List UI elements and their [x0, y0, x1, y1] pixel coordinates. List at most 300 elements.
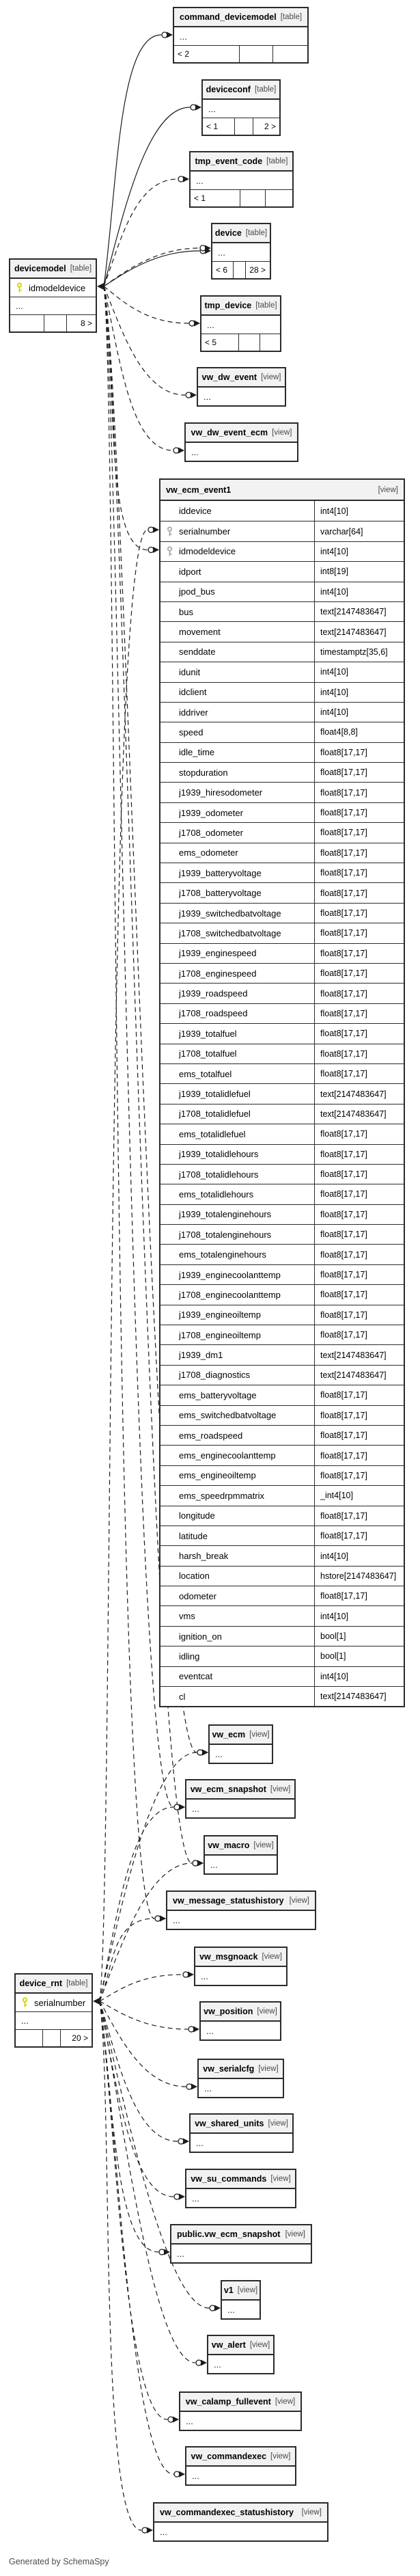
- edge-arrowhead-icon: [179, 2471, 185, 2478]
- column-type: text[2147483647]: [314, 1687, 404, 1706]
- hidden-columns-ellipsis: ...: [210, 1745, 272, 1763]
- edge-circle-terminator: [200, 245, 206, 251]
- column-row-ems_totalidlehours: [160, 1184, 404, 1204]
- column-type: float8[17,17]: [314, 803, 404, 822]
- entity-tag: [view]: [262, 1953, 282, 1961]
- entity-header-vw_su_commands[interactable]: [186, 2170, 295, 2189]
- entity-name: tmp_device: [204, 301, 252, 310]
- column-name: j1939_engineoiltemp: [179, 1310, 261, 1320]
- column-type: text[2147483647]: [314, 1104, 404, 1124]
- entity-name: device_rnt: [19, 1979, 63, 1988]
- edge-arrowhead-icon: [202, 1750, 208, 1756]
- entity-tag: [view]: [253, 1841, 274, 1849]
- column-name: j1708_enginespeed: [179, 968, 257, 979]
- column-row-ems_batteryvoltage: [160, 1385, 404, 1405]
- column-row-j1939_engineoiltemp: [160, 1305, 404, 1325]
- column-type: hstore[2147483647]: [314, 1567, 404, 1586]
- edge-arrowhead-icon: [153, 547, 159, 553]
- entity-name: vw_commandexec: [191, 2452, 267, 2461]
- entity-header-vw_ecm_snapshot[interactable]: [186, 1780, 294, 1800]
- column-name: ems_enginecoolanttemp: [179, 1450, 276, 1461]
- entity-header-vw_serialcfg[interactable]: [199, 2060, 283, 2079]
- entity-tag: [view]: [275, 2398, 296, 2406]
- edge-circle-terminator: [148, 547, 154, 553]
- entity-header-vw_ecm_event1[interactable]: [160, 480, 404, 501]
- column-row-speed: [160, 722, 404, 742]
- column-row-vms: [160, 1605, 404, 1625]
- hidden-columns-ellipsis: ...: [212, 243, 270, 261]
- column-row-ems_totalenginehours: [160, 1244, 404, 1264]
- column-name: ems_engineoiltemp: [179, 1470, 256, 1481]
- relationship-count-cell: [234, 118, 253, 135]
- entity-header-vw_shared_units[interactable]: [191, 2115, 292, 2134]
- column-name: ems_totalidlefuel: [179, 1128, 246, 1139]
- edge-arrowhead-icon: [167, 32, 173, 38]
- entity-tag: [view]: [378, 485, 398, 494]
- edge-arrowhead-icon: [191, 2084, 197, 2090]
- relationship-count-cell: 8 >: [66, 315, 96, 331]
- relationship-count-cell: < 1: [206, 122, 219, 131]
- edge-arrowhead-icon: [183, 2139, 189, 2145]
- relationship-edge-devicemodel-to-tmp_event_code: [104, 179, 178, 286]
- hidden-columns-ellipsis: ...: [171, 2245, 311, 2262]
- entity-header-vw_message_statushistory[interactable]: [167, 1892, 315, 1911]
- column-row-longitude: [160, 1506, 404, 1526]
- hidden-columns-ellipsis: ...: [191, 2134, 292, 2152]
- edge-circle-terminator: [186, 392, 191, 398]
- column-row-iddriver: [160, 702, 404, 722]
- entity-tag: [view]: [237, 2286, 258, 2294]
- relationship-counts-row: [174, 45, 307, 62]
- column-type: float8[17,17]: [314, 904, 404, 923]
- entity-tag: [view]: [258, 2065, 279, 2073]
- entity-tag: [view]: [301, 2508, 322, 2517]
- edge-circle-terminator: [174, 2194, 180, 2199]
- column-name: ignition_on: [179, 1631, 222, 1642]
- column-name: eventcat: [179, 1671, 213, 1682]
- column-type: float8[17,17]: [314, 1124, 404, 1143]
- column-type: float8[17,17]: [314, 964, 404, 983]
- edge-circle-terminator: [174, 2471, 180, 2477]
- hidden-columns-ellipsis: ...: [186, 2467, 295, 2484]
- column-row-j1708_enginecoolanttemp: [160, 1284, 404, 1304]
- column-type: int4[10]: [314, 703, 404, 722]
- hidden-columns-ellipsis: ...: [208, 2355, 273, 2373]
- entity-name: vw_msgnoack: [199, 1952, 258, 1962]
- hidden-columns-ellipsis: ...: [180, 2412, 300, 2430]
- column-type: bool[1]: [314, 1627, 404, 1646]
- column-name: j1939_totalidlefuel: [179, 1089, 251, 1100]
- entity-header-devicemodel[interactable]: [10, 260, 96, 279]
- entity-vw_commandexec_statushistory: [153, 2502, 328, 2542]
- entity-vw_dw_event_ecm: [184, 422, 298, 462]
- column-row-idport: [160, 561, 404, 581]
- column-row-j1708_switchedbatvoltage: [160, 923, 404, 943]
- relationship-count-cell: [10, 315, 44, 331]
- entity-tag: [table]: [66, 1979, 88, 1988]
- relationship-counts-row: [212, 261, 270, 278]
- entity-name: devicemodel: [14, 264, 66, 273]
- column-type: float8[17,17]: [314, 1446, 404, 1465]
- relationship-edge-device_rnt-to-vw_msgnoack: [100, 1975, 182, 2001]
- relationship-count-cell: < 1: [194, 193, 206, 203]
- entity-name: deviceconf: [206, 85, 251, 94]
- relationship-count-cell: < 6: [216, 265, 228, 275]
- entity-vw_ecm: [208, 1724, 273, 1764]
- relationship-edge-devicemodel-to-command_devicemodel: [104, 35, 161, 286]
- column-row-j1939_totalfuel: [160, 1023, 404, 1043]
- column-type: int4[10]: [314, 1667, 404, 1686]
- column-name: idunit: [179, 666, 201, 677]
- column-name: bus: [179, 606, 193, 617]
- column-type: int4[10]: [314, 662, 404, 681]
- column-type: text[2147483647]: [314, 1366, 404, 1385]
- column-row-stopduration: [160, 762, 404, 782]
- column-type: text[2147483647]: [314, 1084, 404, 1103]
- column-type: float8[17,17]: [314, 1506, 404, 1526]
- column-type: _int4[10]: [314, 1486, 404, 1505]
- column-row-j1939_batteryvoltage: [160, 863, 404, 882]
- column-type: float8[17,17]: [314, 1586, 404, 1605]
- column-type: float8[17,17]: [314, 1245, 404, 1264]
- hidden-columns-ellipsis: ...: [154, 2523, 327, 2540]
- entity-header-vw_position[interactable]: [201, 2003, 280, 2022]
- relationship-count-cell: [233, 262, 245, 278]
- entity-vw_serialcfg: [197, 2059, 284, 2098]
- entity-header-command_devicemodel[interactable]: [174, 8, 307, 27]
- column-name: j1939_totalenginehours: [179, 1209, 272, 1220]
- entity-tag: [table]: [245, 229, 268, 237]
- edge-arrowhead-icon: [178, 448, 184, 454]
- primary-key-icon: [16, 283, 23, 293]
- edge-circle-terminator: [168, 2417, 173, 2422]
- entity-devicemodel: [9, 258, 97, 333]
- edge-arrowhead-icon: [197, 1860, 204, 1867]
- entity-vw_msgnoack: [194, 1947, 288, 1986]
- column-type: float8[17,17]: [314, 1406, 404, 1425]
- column-row-idmodeldevice: [160, 541, 404, 561]
- column-name: j1939_odometer: [179, 807, 243, 818]
- column-type: float8[17,17]: [314, 1385, 404, 1405]
- edge-circle-terminator: [186, 2084, 192, 2089]
- column-name: j1708_totalenginehours: [179, 1229, 272, 1240]
- column-name: j1939_dm1: [179, 1350, 223, 1361]
- column-name: harsh_break: [179, 1551, 229, 1561]
- column-row-iddevice: [160, 501, 404, 521]
- column-name: serialnumber: [179, 526, 231, 537]
- column-name: j1939_roadspeed: [179, 988, 248, 999]
- column-row-j1939_totalenginehours: [160, 1204, 404, 1224]
- entity-name: v1: [223, 2286, 234, 2295]
- column-type: text[2147483647]: [314, 1345, 404, 1364]
- relationship-edge-device_rnt-to-vw_ecm_event1: [100, 530, 148, 2001]
- entity-tmp_event_code: [189, 151, 294, 208]
- column-row-senddate: [160, 642, 404, 662]
- column-name: senddate: [179, 647, 216, 657]
- entity-name: vw_shared_units: [195, 2119, 264, 2128]
- column-name: idle_time: [179, 747, 215, 758]
- entity-tag: [view]: [257, 2007, 277, 2016]
- entity-header-vw_macro[interactable]: [205, 1836, 277, 1856]
- column-type: float8[17,17]: [314, 1044, 404, 1063]
- relationship-edge-devicemodel-to-vw_dw_event: [104, 286, 185, 395]
- edge-arrowhead-icon: [195, 105, 201, 111]
- edge-circle-terminator: [189, 321, 195, 326]
- entity-name: vw_calamp_fullevent: [185, 2397, 271, 2406]
- edge-arrowhead-icon: [173, 2417, 179, 2423]
- entity-vw_macro: [204, 1835, 278, 1875]
- relationship-count-cell: [272, 46, 307, 62]
- column-name: ems_speedrpmmatrix: [179, 1490, 264, 1501]
- hidden-columns-ellipsis: ...: [201, 316, 280, 334]
- column-name: iddevice: [179, 506, 212, 517]
- column-type: float8[17,17]: [314, 1064, 404, 1083]
- relationship-edge-device_rnt-to-vw_commandexec: [100, 2001, 173, 2474]
- column-name: j1708_roadspeed: [179, 1008, 248, 1019]
- relationship-count-cell: [238, 334, 260, 351]
- edge-arrowhead-icon: [183, 176, 189, 182]
- column-name: latitude: [179, 1530, 208, 1541]
- relationship-count-cell: [44, 315, 67, 331]
- entity-name: vw_ecm_snapshot: [190, 1785, 266, 1794]
- entity-tag: [table]: [280, 13, 303, 21]
- column-name: jpod_bus: [179, 586, 215, 597]
- entity-name: vw_message_statushistory: [173, 1896, 284, 1906]
- entity-tag: [view]: [270, 1785, 291, 1793]
- column-type: float8[17,17]: [314, 843, 404, 863]
- entity-vw_calamp_fullevent: [179, 2391, 302, 2431]
- column-row-j1708_totalfuel: [160, 1044, 404, 1063]
- entity-tag: [table]: [70, 265, 92, 273]
- column-name: longitude: [179, 1510, 215, 1521]
- column-name: j1939_switchedbatvoltage: [179, 908, 281, 919]
- relationship-counts-row: [203, 118, 279, 135]
- column-row-eventcat: [160, 1666, 404, 1686]
- column-name: j1708_totalidlehours: [179, 1169, 259, 1180]
- column-name: idmodeldevice: [179, 546, 236, 557]
- column-row-ems_totalfuel: [160, 1063, 404, 1083]
- column-row-ems_speedrpmmatrix: [160, 1485, 404, 1505]
- column-name: ems_totalidlehours: [179, 1189, 254, 1199]
- column-row-j1708_batteryvoltage: [160, 882, 404, 902]
- hidden-columns-ellipsis: ...: [167, 1911, 315, 1929]
- relationship-count-cell: [16, 2030, 42, 2046]
- hidden-columns-ellipsis: ...: [16, 2011, 92, 2029]
- edge-circle-terminator: [162, 32, 167, 38]
- column-name: ems_odometer: [179, 848, 238, 858]
- relationship-count-cell: [239, 46, 272, 62]
- column-name: serialnumber: [34, 1997, 86, 2008]
- entity-header-vw_ecm[interactable]: [210, 1726, 272, 1745]
- entity-vw_ecm_snapshot: [185, 1779, 296, 1819]
- edge-arrowhead-icon: [188, 1972, 194, 1978]
- column-type: varchar[64]: [314, 521, 404, 541]
- entity-tag: [view]: [272, 429, 292, 437]
- entity-vw_alert: [207, 2335, 275, 2374]
- column-name: idport: [179, 566, 201, 577]
- hidden-columns-ellipsis: ...: [174, 27, 307, 45]
- column-row-j1939_hiresodometer: [160, 782, 404, 802]
- column-row-j1708_totalenginehours: [160, 1224, 404, 1244]
- relationship-count-cell: 20 >: [60, 2030, 92, 2046]
- entity-tag: [view]: [289, 1897, 309, 1905]
- entity-header-vw_alert[interactable]: [208, 2336, 273, 2355]
- column-row-harsh_break: [160, 1545, 404, 1565]
- column-type: float8[17,17]: [314, 984, 404, 1003]
- column-name: speed: [179, 727, 204, 737]
- edge-arrowhead-icon: [201, 2360, 207, 2366]
- hidden-columns-ellipsis: ...: [198, 388, 285, 405]
- column-row-j1708_totalidlehours: [160, 1164, 404, 1184]
- entity-header-vw_dw_event_ecm[interactable]: [186, 424, 297, 443]
- column-name: j1708_engineoiltemp: [179, 1329, 261, 1340]
- column-type: float8[17,17]: [314, 1205, 404, 1224]
- column-row-ems_enginecoolanttemp: [160, 1445, 404, 1465]
- column-type: float8[17,17]: [314, 1265, 404, 1284]
- column-type: float8[17,17]: [314, 1466, 404, 1485]
- edge-circle-terminator: [155, 1916, 160, 1921]
- edge-circle-terminator: [173, 448, 179, 453]
- column-name: j1708_totalfuel: [179, 1048, 237, 1059]
- entity-tag: [table]: [266, 157, 288, 165]
- column-row-jpod_bus: [160, 582, 404, 601]
- column-type: int4[10]: [314, 1546, 404, 1565]
- hidden-columns-ellipsis: ...: [205, 1856, 277, 1873]
- relationship-count-cell: [265, 190, 292, 206]
- column-type: text[2147483647]: [314, 622, 404, 641]
- column-type: int8[19]: [314, 562, 404, 581]
- relationship-counts-row: [16, 2029, 92, 2046]
- edge-circle-terminator: [183, 1972, 188, 1977]
- column-name: movement: [179, 627, 221, 638]
- relationship-count-cell: 2 >: [253, 118, 279, 135]
- column-type: float8[17,17]: [314, 783, 404, 802]
- entity-tag: [view]: [285, 2230, 305, 2238]
- entity-name: vw_dw_event: [201, 372, 257, 382]
- edge-source-arrowhead-icon: [97, 283, 104, 290]
- column-row-j1708_totalidlefuel: [160, 1104, 404, 1124]
- hidden-columns-ellipsis: ...: [191, 172, 292, 189]
- relationship-edge-device_rnt-to-vw_alert: [100, 2001, 195, 2363]
- column-row-j1939_roadspeed: [160, 983, 404, 1003]
- relationship-count-cell: [260, 334, 280, 351]
- column-row-j1939_enginecoolanttemp: [160, 1264, 404, 1284]
- column-type: float8[17,17]: [314, 944, 404, 963]
- entity-name: vw_position: [204, 2007, 253, 2016]
- edge-circle-terminator: [178, 176, 184, 182]
- column-type: float8[17,17]: [314, 1526, 404, 1545]
- entity-header-tmp_event_code[interactable]: [191, 152, 292, 172]
- entity-header-vw_commandexec_statushistory[interactable]: [154, 2504, 327, 2523]
- entity-vw_shared_units: [189, 2113, 294, 2153]
- relationship-edge-device_rnt-to-public.vw_ecm_snapshot: [100, 2001, 158, 2252]
- relationship-count-cell: 28 >: [245, 262, 269, 278]
- column-row-odometer: [160, 1586, 404, 1605]
- hidden-columns-ellipsis: ...: [186, 1800, 294, 1817]
- column-row-movement: [160, 621, 404, 641]
- relationship-count-cell: < 2: [178, 49, 190, 59]
- column-row-j1708_odometer: [160, 822, 404, 842]
- column-type: timestamptz[35,6]: [314, 642, 404, 662]
- relationship-edge-device_rnt-to-vw_ecm_snapshot: [100, 1807, 173, 2001]
- edge-arrowhead-icon: [153, 527, 159, 533]
- edge-circle-terminator: [210, 2305, 215, 2311]
- entity-header-device_rnt[interactable]: [16, 1975, 92, 1994]
- column-type: float4[8,8]: [314, 722, 404, 742]
- column-row-location: [160, 1566, 404, 1586]
- column-name: j1939_enginecoolanttemp: [179, 1269, 281, 1280]
- entity-header-vw_calamp_fullevent[interactable]: [180, 2393, 300, 2412]
- column-name: ems_batteryvoltage: [179, 1389, 257, 1400]
- edge-circle-terminator: [148, 527, 154, 532]
- entity-header-tmp_device[interactable]: [201, 297, 280, 316]
- column-row-j1939_enginespeed: [160, 943, 404, 963]
- entity-header-v1[interactable]: [222, 2281, 260, 2301]
- relationship-count-cell: [42, 2030, 61, 2046]
- entity-public.vw_ecm_snapshot: [170, 2224, 312, 2264]
- column-row-idmodeldevice: [10, 279, 96, 297]
- edge-arrowhead-icon: [160, 1916, 166, 1922]
- column-name: idclient: [179, 687, 207, 698]
- relationship-count-cell: < 5: [205, 338, 217, 347]
- entity-name: vw_commandexec_statushistory: [160, 2508, 294, 2517]
- column-name: stopduration: [179, 767, 228, 778]
- entity-name: tmp_event_code: [195, 157, 263, 166]
- column-name: j1939_hiresodometer: [179, 787, 263, 798]
- entity-header-deviceconf[interactable]: [203, 81, 279, 100]
- column-name: j1939_totalfuel: [179, 1028, 237, 1039]
- column-row-ems_totalidlefuel: [160, 1124, 404, 1143]
- entity-vw_position: [199, 2001, 281, 2041]
- edge-arrowhead-icon: [191, 392, 197, 398]
- column-name: j1708_totalidlefuel: [179, 1109, 251, 1120]
- column-name: j1708_batteryvoltage: [179, 888, 262, 899]
- column-name: j1939_enginespeed: [179, 948, 257, 959]
- edge-circle-terminator: [196, 2360, 201, 2365]
- entity-header-device[interactable]: [212, 224, 270, 243]
- entity-header-vw_msgnoack[interactable]: [195, 1948, 286, 1967]
- entity-vw_ecm_event1: [159, 478, 405, 1707]
- column-row-latitude: [160, 1526, 404, 1545]
- hidden-columns-ellipsis: ...: [186, 2189, 295, 2207]
- edge-arrowhead-icon: [179, 2194, 185, 2200]
- column-row-j1939_totalidlehours: [160, 1144, 404, 1164]
- edge-circle-terminator: [174, 1804, 180, 1810]
- column-type: text[2147483647]: [314, 602, 404, 621]
- entity-tag: [view]: [261, 373, 281, 381]
- column-name: ems_totalenginehours: [179, 1249, 266, 1260]
- entity-header-vw_dw_event[interactable]: [198, 368, 285, 388]
- entity-tag: [table]: [255, 301, 277, 310]
- column-type: bool[1]: [314, 1646, 404, 1666]
- column-row-ems_switchedbatvoltage: [160, 1405, 404, 1425]
- relationship-counts-row: [201, 334, 280, 351]
- column-row-j1939_dm1: [160, 1344, 404, 1364]
- relationship-edge-device_rnt-to-vw_shared_units: [100, 2001, 178, 2141]
- relationship-counts-row: [10, 314, 96, 331]
- edge-arrowhead-icon: [179, 1804, 185, 1811]
- entity-header-vw_commandexec[interactable]: [186, 2448, 295, 2467]
- primary-key-icon: [22, 1998, 28, 2008]
- column-row-j1939_switchedbatvoltage: [160, 903, 404, 923]
- column-type: int4[10]: [314, 582, 404, 601]
- column-name: j1939_batteryvoltage: [179, 867, 262, 878]
- column-name: j1708_odometer: [179, 827, 243, 838]
- relationship-edge-devicemodel-to-deviceconf: [104, 107, 190, 286]
- entity-name: vw_ecm_event1: [166, 485, 232, 495]
- column-type: float8[17,17]: [314, 883, 404, 902]
- entity-header-public.vw_ecm_snapshot[interactable]: [171, 2225, 311, 2245]
